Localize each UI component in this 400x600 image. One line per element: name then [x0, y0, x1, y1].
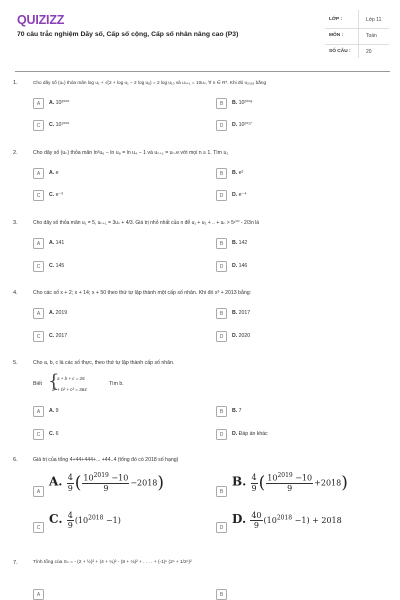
option-value: 2019: [55, 310, 68, 316]
option-d[interactable]: [216, 119, 366, 133]
option-label: C.: [49, 431, 55, 437]
question-text: Cho dãy số thỏa mãn u₁ = 5, uₙ₊₁ = 3uₙ + 4/3. Giá trị nhỏ nhất của n để u₁ + u₂ + .. + uₙ > 5¹⁰⁰ - 2/3n là: [33, 220, 260, 226]
question-number: 6.: [13, 457, 18, 463]
option-value: 145: [55, 263, 65, 269]
option-c[interactable]: [33, 119, 183, 133]
question-number: 2.: [13, 150, 18, 156]
option-b[interactable]: [216, 307, 366, 321]
meta-label: LỚP :: [329, 17, 343, 22]
option-letter-box: B: [216, 486, 227, 497]
option-label: D.: [232, 192, 238, 198]
option-letter-box: D: [216, 429, 227, 440]
option-letter-box: A: [33, 486, 44, 497]
option-label: A.: [49, 170, 55, 176]
option-value: e⁻³: [55, 192, 63, 198]
option-d[interactable]: [216, 260, 366, 274]
option-value: 2020: [238, 333, 251, 339]
document-title: 70 câu trắc nghiệm Dãy số, Cấp số cộng, Cấp số nhân nâng cao (P3): [17, 31, 239, 38]
question-7-options-partial: [33, 584, 393, 600]
meta-value: 20: [366, 49, 372, 55]
option-label: D.: [232, 333, 238, 339]
option-b[interactable]: [216, 237, 366, 251]
option-a[interactable]: [33, 237, 183, 251]
option-b-formula: B. $\frac{4}{9}$ ( $\frac{10^{2019} -10}{9}$ +2018): [232, 472, 348, 494]
option-c[interactable]: [33, 330, 183, 344]
option-value: 6: [55, 431, 59, 437]
option-letter-box: A: [33, 589, 44, 600]
option-a-formula: A. $\frac{4}{9}$ ( $\frac{10^{2019} -10}{9}$ −2018): [49, 472, 165, 494]
option-letter-box: B: [216, 308, 227, 319]
meta-label: MÔN :: [329, 33, 344, 38]
option-label: D.: [232, 263, 238, 269]
option-d[interactable]: [216, 428, 366, 442]
option-value: e²: [238, 170, 244, 176]
option-letter-box: A: [33, 406, 44, 417]
option-label: D.: [232, 431, 238, 437]
option-letter-box: C: [33, 522, 44, 533]
question-5-given: [33, 371, 233, 398]
option-c-formula: C. $\frac{4}{9}$ $(10^{2018} -1)$: [49, 511, 121, 531]
option-d[interactable]: [216, 189, 366, 203]
meta-row-subject: [325, 29, 389, 43]
option-value: Đáp án khác: [238, 431, 268, 437]
option-d-formula: D. $\frac{40}{9}$ $(10^{2018} -1) + 2018$: [232, 511, 342, 531]
meta-row-class: [325, 13, 389, 27]
option-label: A.: [49, 100, 55, 106]
given-suffix: Tìm b.: [109, 381, 124, 387]
system-line-1: a + b + c = 26: [57, 376, 85, 381]
option-label: A.: [49, 474, 63, 489]
option-value: 141: [55, 240, 65, 246]
question-number: 7.: [13, 560, 18, 566]
option-label: D.: [232, 512, 247, 527]
question-number: 1.: [13, 80, 18, 86]
meta-label: SỐ CÂU :: [329, 49, 351, 54]
question-text: Cho các số x + 2; x + 14; x + 50 theo thứ tự lập thành một cấp số nhân. Khi đó x³ + 2013 bằng:: [33, 290, 252, 296]
question-text: Cho dãy số (uₙ) thỏa mãn log u₁ + √(2 + log u₁ − 2 log u₈) = 2 log u₁₀ và uₙ₊₁ = 10uₙ, ∀ n ∈ R*. Khi đó u₂₀₁₈ bằng: [33, 80, 267, 85]
question-text: Tính tổng của Sₙ = - (2 + ½)² + (4 + ¼)² - (8 + ⅛)² + . . . . + (-1)ⁿ (2ⁿ + 1/2ⁿ)²: [33, 560, 192, 565]
meta-vertical-divider: [358, 10, 359, 58]
page-header: [0, 0, 400, 66]
option-letter-box: D: [216, 331, 227, 342]
question-text: Giá trị của tổng 4+44+444+... +44..4 (tổng đó có 2018 số hạng): [33, 457, 179, 463]
option-letter-box: B: [216, 406, 227, 417]
option-label: C.: [49, 512, 63, 527]
option-letter-box: A: [33, 168, 44, 179]
option-letter-box: D: [216, 522, 227, 533]
option-value: 146: [238, 263, 248, 269]
option-value: e⁻⁴: [238, 192, 247, 198]
option-label: B.: [232, 170, 238, 176]
option-label: B.: [232, 310, 238, 316]
option-letter-box: A: [33, 308, 44, 319]
option-c[interactable]: [33, 511, 213, 535]
option-letter-box: C: [33, 261, 44, 272]
option-d[interactable]: [216, 330, 366, 344]
meta-row-count: [325, 45, 389, 59]
option-letter-box: C: [33, 120, 44, 131]
question-number: 3.: [13, 220, 18, 226]
option-b[interactable]: [216, 97, 366, 111]
option-a[interactable]: [33, 167, 183, 181]
given-prefix: Biết: [33, 381, 42, 387]
option-d[interactable]: [216, 511, 396, 535]
option-value: 10²⁰¹⁷: [238, 122, 252, 128]
quizizz-logo: QUIZIZZ: [17, 13, 65, 27]
option-c[interactable]: [33, 189, 183, 203]
question-number: 4.: [13, 290, 18, 296]
option-letter-box: D: [216, 120, 227, 131]
option-a[interactable]: [33, 588, 183, 600]
option-label: C.: [49, 192, 55, 198]
option-value: 10²⁰⁰⁸: [238, 100, 253, 106]
option-b[interactable]: [216, 405, 366, 419]
option-value: 10²⁰⁰⁰: [55, 100, 70, 106]
option-letter-box: B: [216, 168, 227, 179]
option-label: B.: [232, 408, 238, 414]
option-label: B.: [232, 474, 247, 489]
option-a[interactable]: [33, 405, 183, 419]
header-rule: [15, 71, 390, 72]
option-label: B.: [232, 240, 238, 246]
option-b[interactable]: [216, 472, 396, 499]
option-letter-box: B: [216, 589, 227, 600]
option-letter-box: A: [33, 238, 44, 249]
option-label: A.: [49, 310, 55, 316]
option-letter-box: B: [216, 238, 227, 249]
option-label: C.: [49, 333, 55, 339]
option-label: C.: [49, 122, 55, 128]
option-label: C.: [49, 263, 55, 269]
option-label: B.: [232, 100, 238, 106]
question-number: 5.: [13, 360, 18, 366]
question-text: Cho dãy số (uₙ) thỏa mãn ln²u₆ − ln u₈ = ln u₄ − 1 và uₙ₊₁ = uₙ.e với mọi n ≥ 1. Tìm u₁: [33, 150, 229, 156]
option-label: A.: [49, 408, 55, 414]
option-value: 9: [55, 408, 59, 414]
option-label: A.: [49, 240, 55, 246]
question-text: Cho a, b, c là các số thực, theo thứ tự lập thành cấp số nhân.: [33, 360, 175, 366]
option-a[interactable]: [33, 97, 183, 111]
meta-value: Toán: [366, 33, 377, 39]
option-value: 2017: [55, 333, 68, 339]
option-label: D.: [232, 122, 238, 128]
option-letter-box: C: [33, 429, 44, 440]
option-letter-box: D: [216, 190, 227, 201]
option-value: e: [55, 170, 59, 176]
option-a[interactable]: [33, 307, 183, 321]
option-value: 7: [238, 408, 242, 414]
option-letter-box: C: [33, 331, 44, 342]
option-letter-box: A: [33, 98, 44, 109]
option-letter-box: D: [216, 261, 227, 272]
option-value: 142: [238, 240, 248, 246]
option-letter-box: C: [33, 190, 44, 201]
meta-value: Lớp 11: [366, 17, 382, 23]
option-b[interactable]: [216, 167, 366, 181]
option-letter-box: B: [216, 98, 227, 109]
option-a[interactable]: [33, 472, 213, 499]
system-line-2: a² + b² + c² = 364: [52, 387, 87, 392]
option-c[interactable]: [33, 260, 183, 274]
option-value: 10¹⁰⁰⁰: [55, 122, 70, 128]
option-value: 2017: [238, 310, 251, 316]
system-brace: {: [48, 371, 60, 392]
option-c[interactable]: [33, 428, 183, 442]
option-b[interactable]: [216, 588, 366, 600]
